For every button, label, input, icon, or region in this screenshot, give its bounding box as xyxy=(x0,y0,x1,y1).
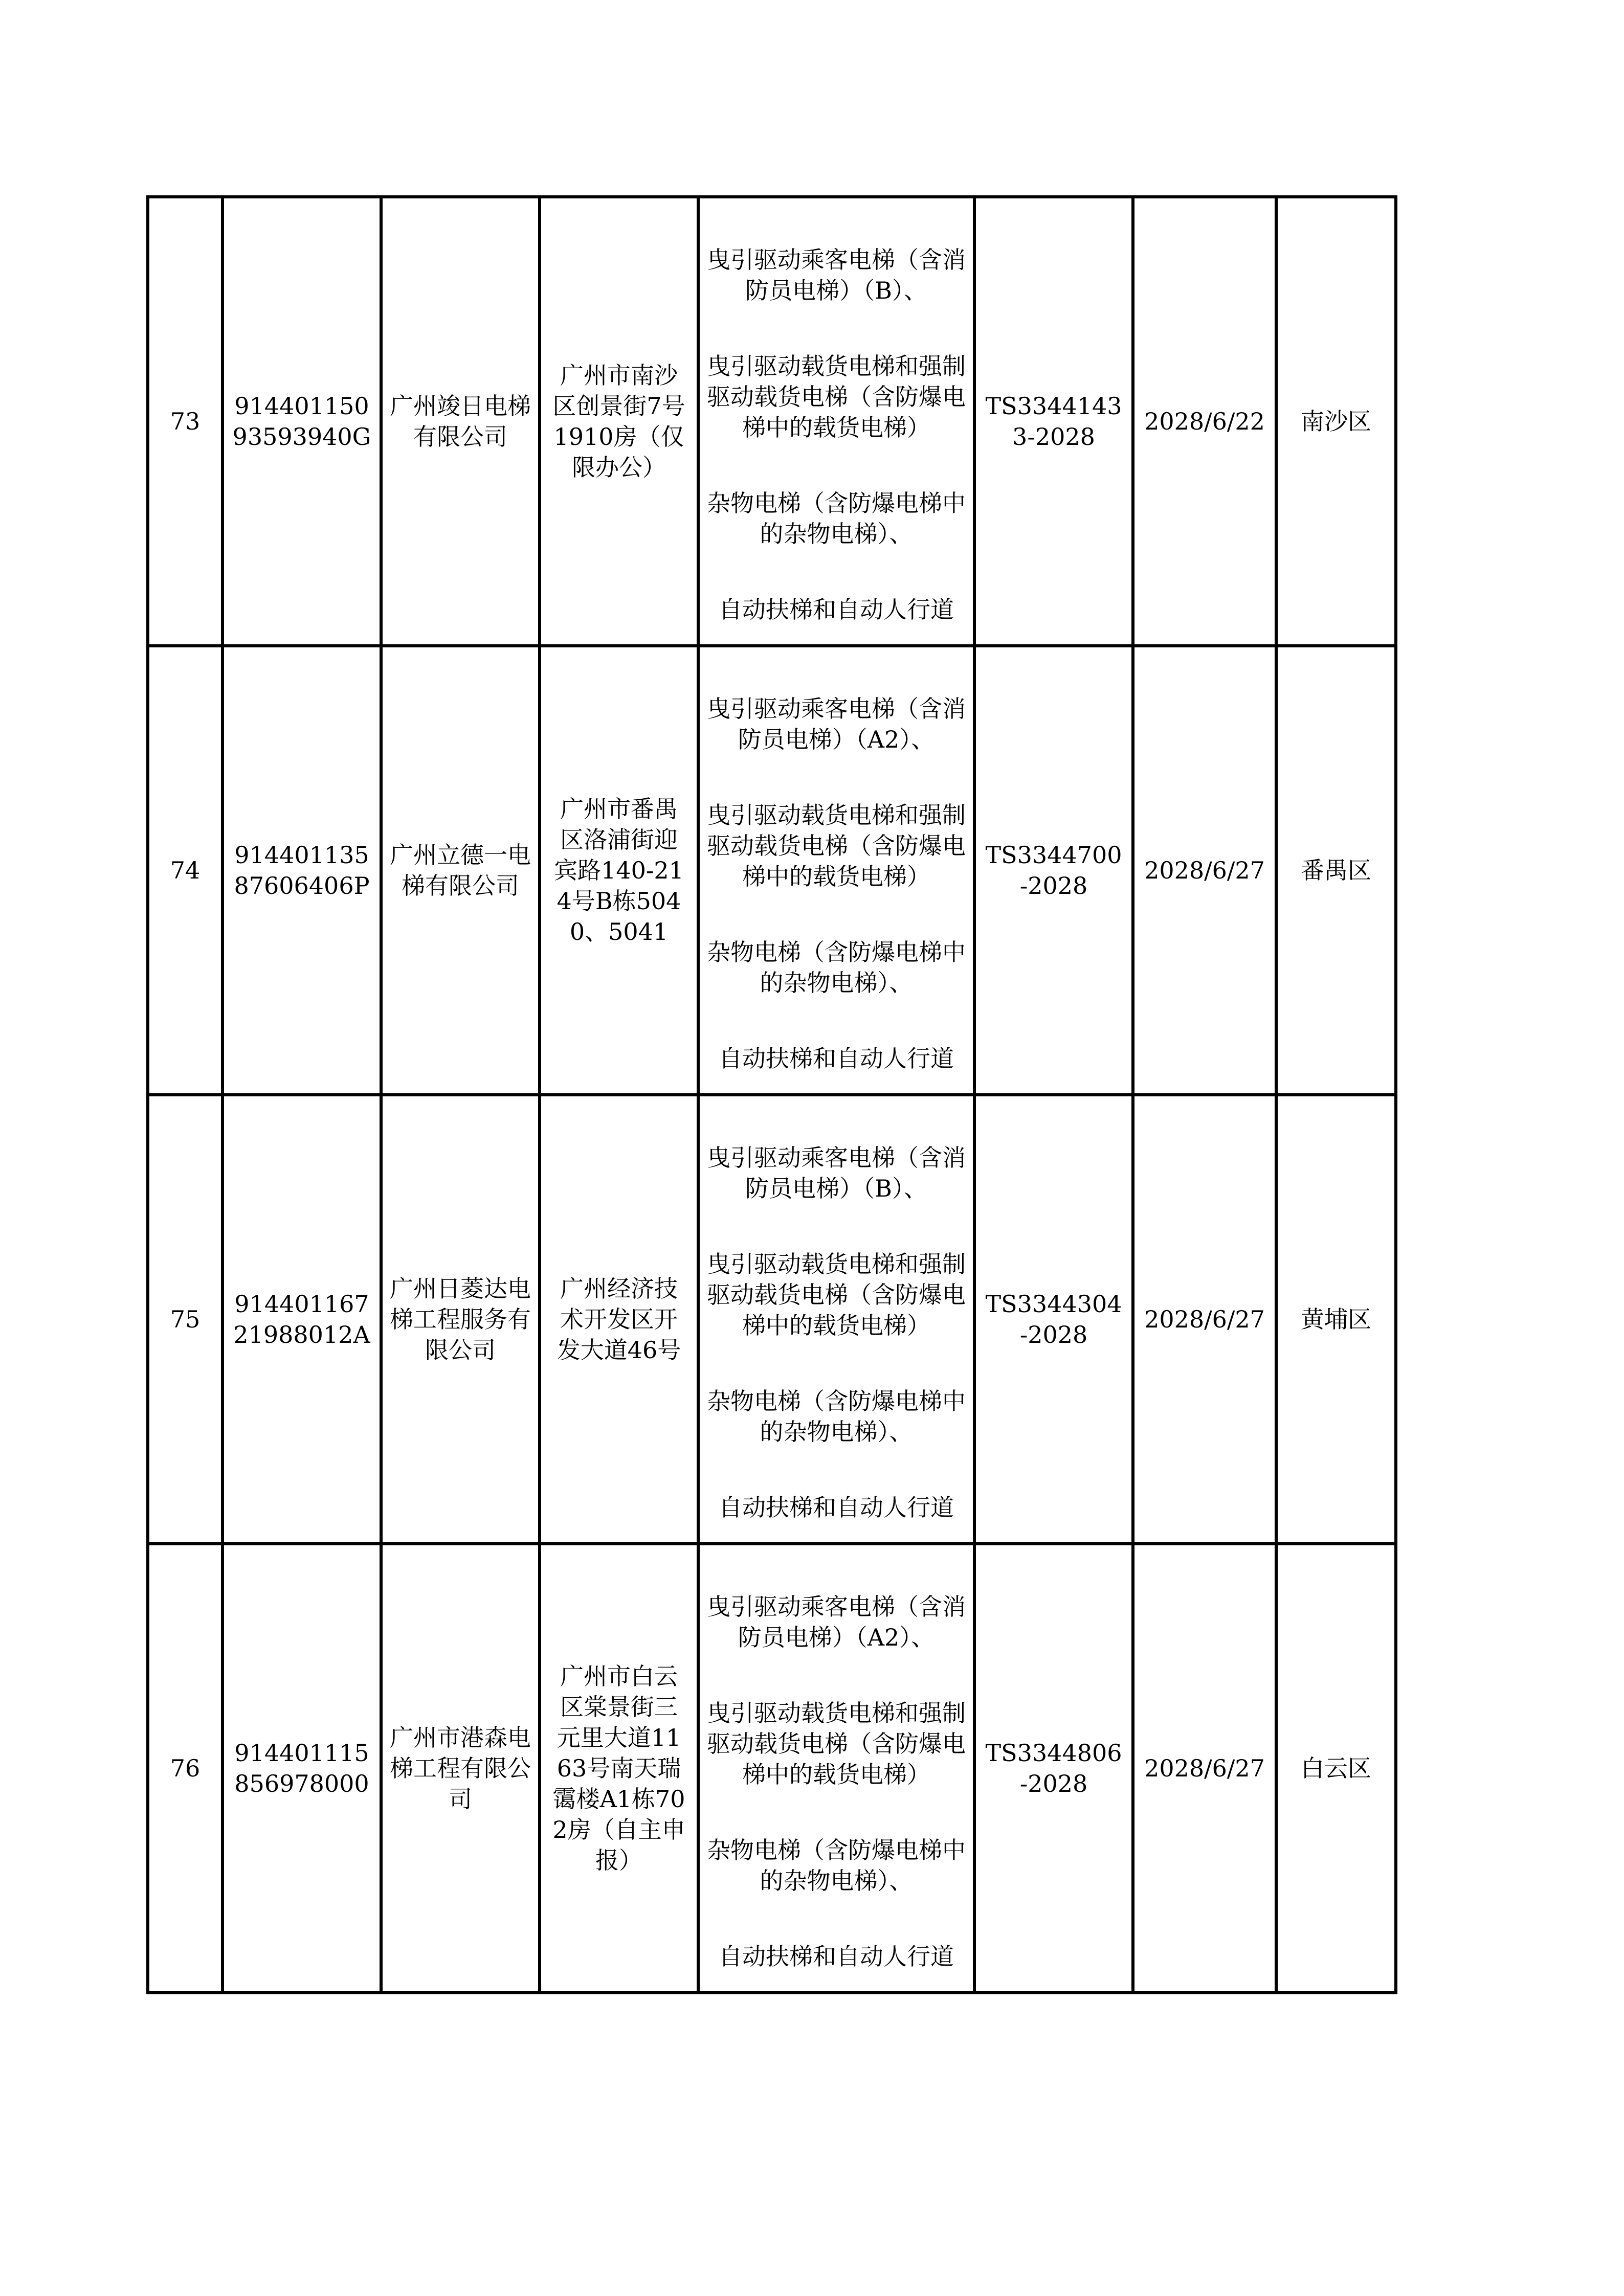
scope-item: 自动扶梯和自动人行道 xyxy=(719,1045,954,1072)
scope-item: 杂物电梯（含防爆电梯中的杂物电梯）、 xyxy=(707,1387,966,1446)
company-name: 广州日菱达电梯工程服务有限公司 xyxy=(381,1095,540,1544)
credit-code: 91440115093593940G xyxy=(223,197,381,646)
scope-item: 杂物电梯（含防爆电梯中的杂物电梯）、 xyxy=(707,938,966,997)
expiry-date: 2028/6/27 xyxy=(1133,646,1276,1095)
scope-item: 曳引驱动载货电梯和强制驱动载货电梯（含防爆电梯中的载货电梯） xyxy=(707,352,966,441)
district: 番禺区 xyxy=(1276,646,1396,1095)
license-scope xyxy=(698,1544,974,1993)
scope-item: 曳引驱动乘客电梯（含消防员电梯）（A2）、 xyxy=(707,695,966,753)
table-row xyxy=(148,1095,1396,1544)
credit-code: 91440116721988012A xyxy=(223,1095,381,1544)
license-number: TS33441433-2028 xyxy=(974,197,1133,646)
credit-code: 914401115856978000 xyxy=(223,1544,381,1993)
scope-item: 杂物电梯（含防爆电梯中的杂物电梯）、 xyxy=(707,1836,966,1895)
district: 白云区 xyxy=(1276,1544,1396,1993)
scope-item: 曳引驱动乘客电梯（含消防员电梯）（B）、 xyxy=(707,246,966,304)
license-scope xyxy=(698,1095,974,1544)
district: 黄埔区 xyxy=(1276,1095,1396,1544)
row-number: 76 xyxy=(148,1544,223,1993)
table-row xyxy=(148,1544,1396,1993)
row-number: 75 xyxy=(148,1095,223,1544)
scope-item: 曳引驱动载货电梯和强制驱动载货电梯（含防爆电梯中的载货电梯） xyxy=(707,1699,966,1788)
scope-item: 自动扶梯和自动人行道 xyxy=(719,596,954,623)
district: 南沙区 xyxy=(1276,197,1396,646)
company-address: 广州市白云区棠景街三元里大道1163号南天瑞霭楼A1栋702房（自主申报） xyxy=(540,1544,698,1993)
table-row xyxy=(148,646,1396,1095)
expiry-date: 2028/6/22 xyxy=(1133,197,1276,646)
expiry-date: 2028/6/27 xyxy=(1133,1544,1276,1993)
credit-code: 91440113587606406P xyxy=(223,646,381,1095)
scope-item: 曳引驱动乘客电梯（含消防员电梯）（B）、 xyxy=(707,1144,966,1202)
scope-item: 曳引驱动乘客电梯（含消防员电梯）（A2）、 xyxy=(707,1593,966,1651)
company-address: 广州经济技术开发区开发大道46号 xyxy=(540,1095,698,1544)
company-name: 广州立德一电梯有限公司 xyxy=(381,646,540,1095)
scope-item: 曳引驱动载货电梯和强制驱动载货电梯（含防爆电梯中的载货电梯） xyxy=(707,1250,966,1339)
scope-item: 曳引驱动载货电梯和强制驱动载货电梯（含防爆电梯中的载货电梯） xyxy=(707,801,966,890)
license-number: TS3344700-2028 xyxy=(974,646,1133,1095)
license-scope xyxy=(698,197,974,646)
company-name: 广州市港森电梯工程有限公司 xyxy=(381,1544,540,1993)
company-name: 广州竣日电梯有限公司 xyxy=(381,197,540,646)
company-address: 广州市南沙区创景街7号1910房（仅限办公） xyxy=(540,197,698,646)
license-scope xyxy=(698,646,974,1095)
scope-item: 杂物电梯（含防爆电梯中的杂物电梯）、 xyxy=(707,489,966,548)
scope-item: 自动扶梯和自动人行道 xyxy=(719,1943,954,1970)
license-number: TS3344304-2028 xyxy=(974,1095,1133,1544)
table-row xyxy=(148,197,1396,646)
scope-item: 自动扶梯和自动人行道 xyxy=(719,1494,954,1521)
row-number: 74 xyxy=(148,646,223,1095)
row-number: 73 xyxy=(148,197,223,646)
expiry-date: 2028/6/27 xyxy=(1133,1095,1276,1544)
license-registry-table xyxy=(146,195,1397,1994)
license-number: TS3344806-2028 xyxy=(974,1544,1133,1993)
company-address: 广州市番禺区洛浦街迎宾路140-214号B栋5040、5041 xyxy=(540,646,698,1095)
